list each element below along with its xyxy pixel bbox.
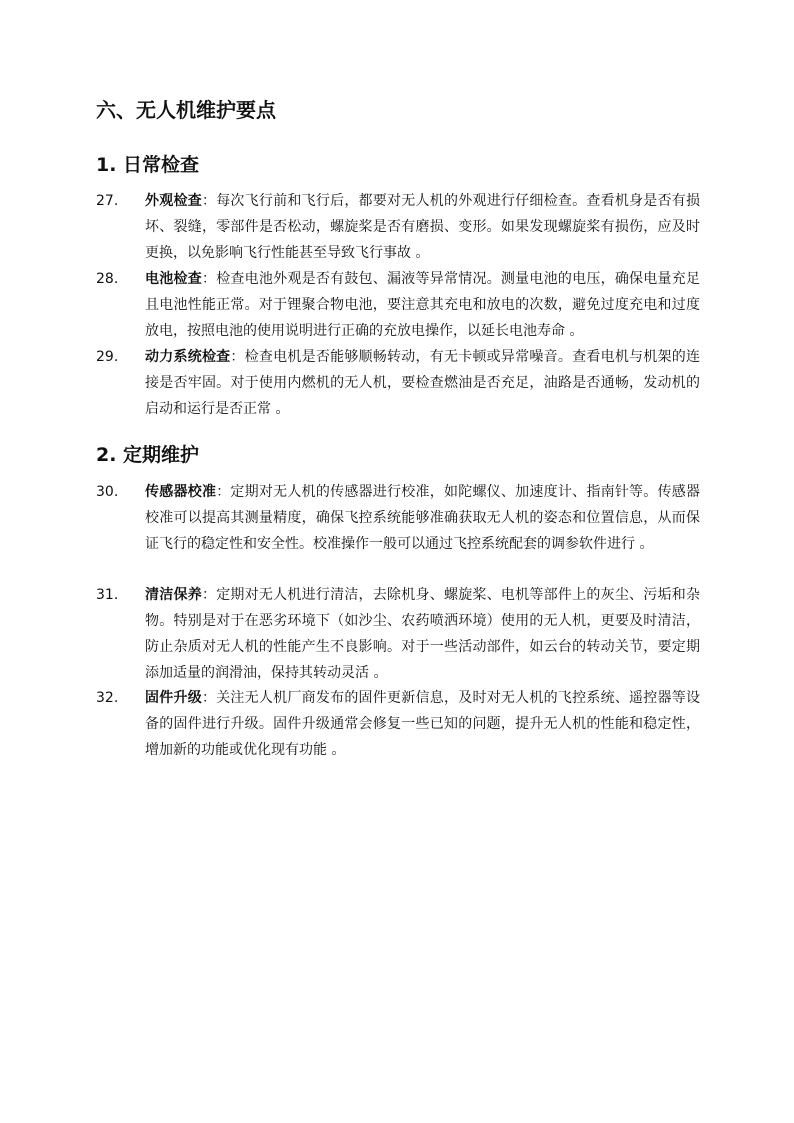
list-item-31 [96, 582, 700, 686]
list-item-lead: 清洁保养 [145, 587, 202, 603]
list-item-body [145, 266, 700, 344]
list-item-number: 29. [96, 349, 119, 365]
list-item-body [145, 685, 700, 763]
list-item-text: ：检查电池外观是否有鼓包、漏液等异常情况。测量电池的电压，确保电量充足且电池性能正常。对于锂聚合物电池，要注意其充电和放电的次数，避免过度充电和过度放电，按照电池的使用说明进行正确的充放电操作，以延长电池寿命 。 [145, 271, 701, 339]
subsection-title-periodic-maintenance: 2. 定期维护 [96, 444, 200, 466]
list-item-number: 30. [96, 484, 119, 500]
list-item-number: 31. [96, 587, 119, 603]
list-item-lead: 传感器校准 [145, 484, 217, 500]
list-item-text: ：检查电机是否能够顺畅转动，有无卡顿或异常噪音。查看电机与机架的连接是否牢固。对于使用内燃机的无人机，要检查燃油是否充足，油路是否通畅，发动机的启动和运行是否正常 。 [145, 349, 700, 417]
list-item-body [145, 479, 700, 557]
list-item-text: ：每次飞行前和飞行后，都要对无人机的外观进行仔细检查。查看机身是否有损坏、裂缝，零部件是否松动，螺旋桨是否有磨损、变形。如果发现螺旋桨有损伤，应及时更换，以免影响飞行性能甚至导致飞行事故 。 [145, 193, 701, 261]
subsection-title-daily-check: 1. 日常检查 [96, 154, 200, 176]
list-item-lead: 动力系统检查 [145, 349, 231, 365]
list-item-number: 28. [96, 271, 119, 287]
list-item-28 [96, 266, 700, 344]
list-item-32 [96, 685, 700, 763]
list-item-lead: 外观检查 [145, 193, 202, 209]
list-item-27 [96, 188, 700, 266]
list-item-text: ：定期对无人机进行清洁，去除机身、螺旋桨、电机等部件上的灰尘、污垢和杂物。特别是对于在恶劣环境下（如沙尘、农药喷洒环境）使用的无人机，更要及时清洁，防止杂质对无人机的性能产生不良影响。对于一些活动部件，如云台的转动关节，要定期添加适量的润滑油，保持其转动灵活 。 [145, 587, 701, 681]
list-item-lead: 电池检查 [145, 271, 202, 287]
list-item-text: ：定期对无人机的传感器进行校准，如陀螺仪、加速度计、指南针等。传感器校准可以提高其测量精度，确保飞控系统能够准确获取无人机的姿态和位置信息，从而保证飞行的稳定性和安全性。校准操作一般可以通过飞控系统配套的调参软件进行 。 [145, 484, 701, 552]
list-item-number: 27. [96, 193, 119, 209]
list-item-body [145, 188, 700, 266]
list-item-body [145, 344, 700, 422]
list-item-number: 32. [96, 690, 119, 706]
list-item-30 [96, 479, 700, 557]
list-item-29 [96, 344, 700, 422]
list-item-lead: 固件升级 [145, 690, 202, 706]
list-item-body [145, 582, 700, 686]
section-title: 六、无人机维护要点 [96, 98, 276, 122]
list-item-text: ：关注无人机厂商发布的固件更新信息，及时对无人机的飞控系统、遥控器等设备的固件进行升级。固件升级通常会修复一些已知的问题，提升无人机的性能和稳定性，增加新的功能或优化现有功能 。 [145, 690, 701, 758]
